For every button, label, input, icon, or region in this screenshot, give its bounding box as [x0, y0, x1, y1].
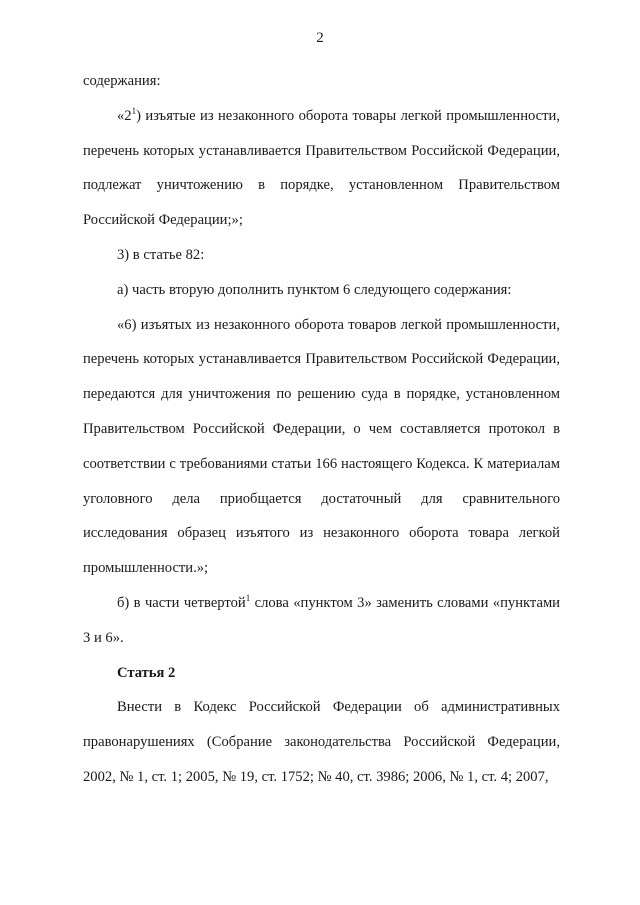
paragraph-part-a: а) часть вторую дополнить пунктом 6 следующего содержания:: [117, 281, 512, 298]
part-b-lead: б) в части четвертой: [117, 594, 246, 611]
part-b-text: слова «пунктом 3» заменить словами «пунктами 3 и 6».: [83, 594, 560, 646]
paragraph-item-2-1: [83, 99, 560, 238]
paragraph-intro: содержания:: [83, 73, 161, 89]
document-body: [83, 64, 560, 795]
paragraph-part-b: [83, 586, 560, 656]
paragraph-article-82: 3) в статье 82:: [117, 246, 205, 263]
paragraph-article-2-body: Внести в Кодекс Российской Федерации об административных правонарушениях (Собрание законодательства Российской Федерации, 2002, № 1, ст. 1; 2005, № 19, ст. 1752; № 40, ст. 3986; 2006, № 1, ст. 4; 2007,: [83, 699, 560, 785]
paragraph-item-6: «6) изъятых из незаконного оборота товаров легкой промышленности, перечень которых устанавливается Правительством Российской Федерации, передаются для уничтожения по решению суда в порядке, установленном Правительством Российской Федерации, о чем составляется протокол в соответствии с требованиями статьи 166 настоящего Кодекса. К материалам уголовного дела приобщается достаточный для сравнительного исследования образец изъятого из незаконного оборота товара легкой промышленности.»;: [83, 316, 560, 577]
item-text: ) изъятые из незаконного оборота товары легкой промышленности, перечень которых устанавливается Правительством Российской Федерации, подлежат уничтожению в порядке, установленном Правительством Российской Федерации;»;: [83, 107, 560, 229]
superscript: 1: [131, 105, 137, 116]
article-heading: Статья 2: [117, 664, 176, 681]
item-number: «2: [117, 107, 132, 124]
page-number: 2: [316, 30, 324, 46]
superscript: 1: [245, 593, 251, 604]
